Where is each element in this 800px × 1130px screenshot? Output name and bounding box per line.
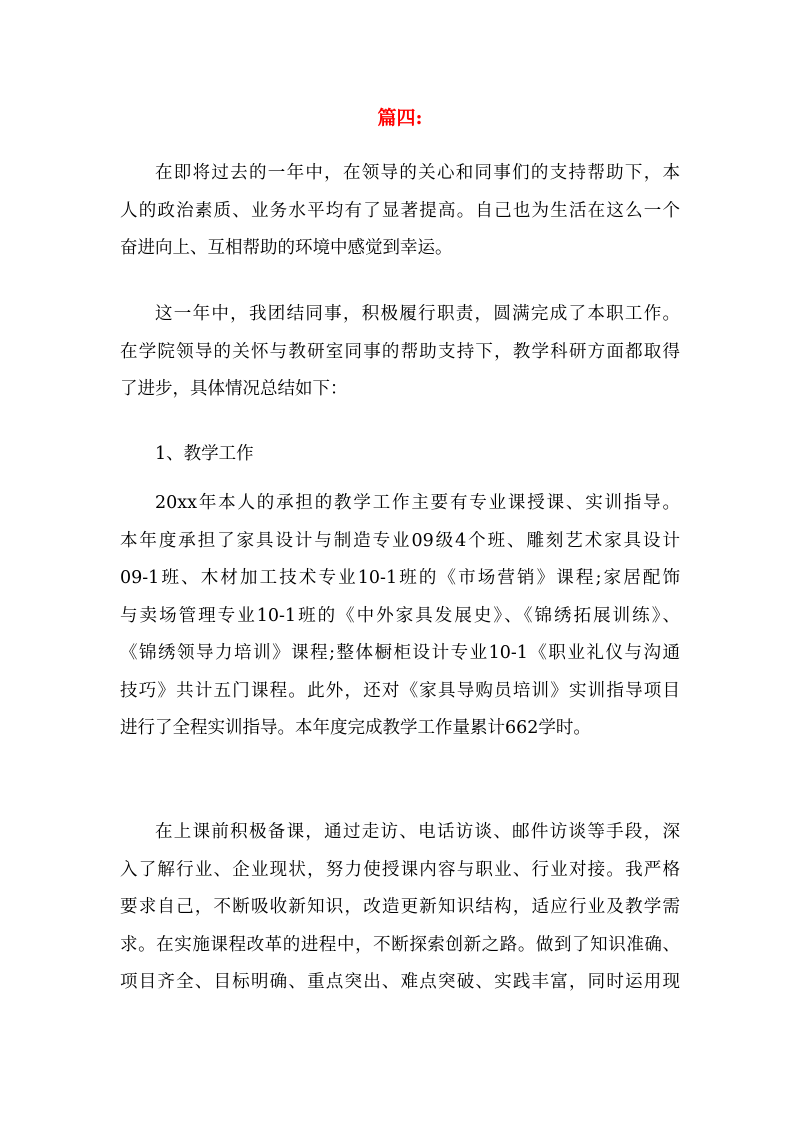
paragraph-line: 项目齐全、目标明确、重点突出、难点突破、实践丰富，同时运用现 — [120, 972, 680, 992]
paragraph-line: 技巧》共计五门课程。此外，还对《家具导购员培训》实训指导项目 — [120, 680, 680, 701]
paragraph-line: 在即将过去的一年中，在领导的关心和同事们的支持帮助下，本 — [155, 163, 680, 183]
paragraph-line: 要求自己，不断吸收新知识，改造更新知识结构，适应行业及教学需 — [120, 897, 680, 917]
paragraph-line: 这一年中，我团结同事，积极履行职责，圆满完成了本职工作。 — [155, 304, 680, 324]
paragraph-line: 《锦绣领导力培训》课程;整体橱柜设计专业10-1《职业礼仪与沟通 — [120, 643, 680, 663]
paragraph-1 — [120, 155, 680, 268]
paragraph-line: 在学院领导的关怀与教研室同事的帮助支持下，教学科研方面都取得 — [120, 341, 680, 362]
paragraph-line: 20xx年本人的承担的教学工作主要有专业课授课、实训指导。 — [155, 493, 680, 513]
paragraph-2 — [120, 296, 680, 409]
paragraph-line: 入了解行业、企业现状，努力使授课内容与职业、行业对接。我严格 — [120, 859, 680, 880]
paragraph-4 — [120, 814, 680, 1002]
paragraph-line: 09-1班、木材加工技术专业10-1班的《市场营销》课程;家居配饰 — [120, 568, 680, 588]
paragraph-line: 进行了全程实训指导。本年度完成教学工作量累计662学时。 — [120, 718, 591, 738]
paragraph-line: 与卖场管理专业10-1班的《中外家具发展史》、《锦绣拓展训练》、 — [120, 605, 680, 626]
paragraph-line: 1、教学工作 — [155, 444, 254, 464]
paragraph-line: 人的政治素质、业务水平均有了显著提高。自己也为生活在这么一个 — [120, 200, 680, 221]
paragraph-line: 求。在实施课程改革的进程中，不断探索创新之路。做到了知识准确、 — [120, 934, 680, 955]
paragraph-line: 了进步，具体情况总结如下： — [120, 379, 348, 399]
paragraph-line: 本年度承担了家具设计与制造专业09级4个班、雕刻艺术家具设计 — [120, 530, 680, 551]
paragraph-line: 奋进向上、互相帮助的环境中感觉到幸运。 — [120, 238, 453, 258]
subsection-heading — [120, 436, 680, 474]
paragraph-line: 在上课前积极备课，通过走访、电话访谈、邮件访谈等手段，深 — [155, 822, 680, 842]
section-title: 篇四: — [377, 107, 423, 129]
paragraph-3 — [120, 485, 680, 748]
